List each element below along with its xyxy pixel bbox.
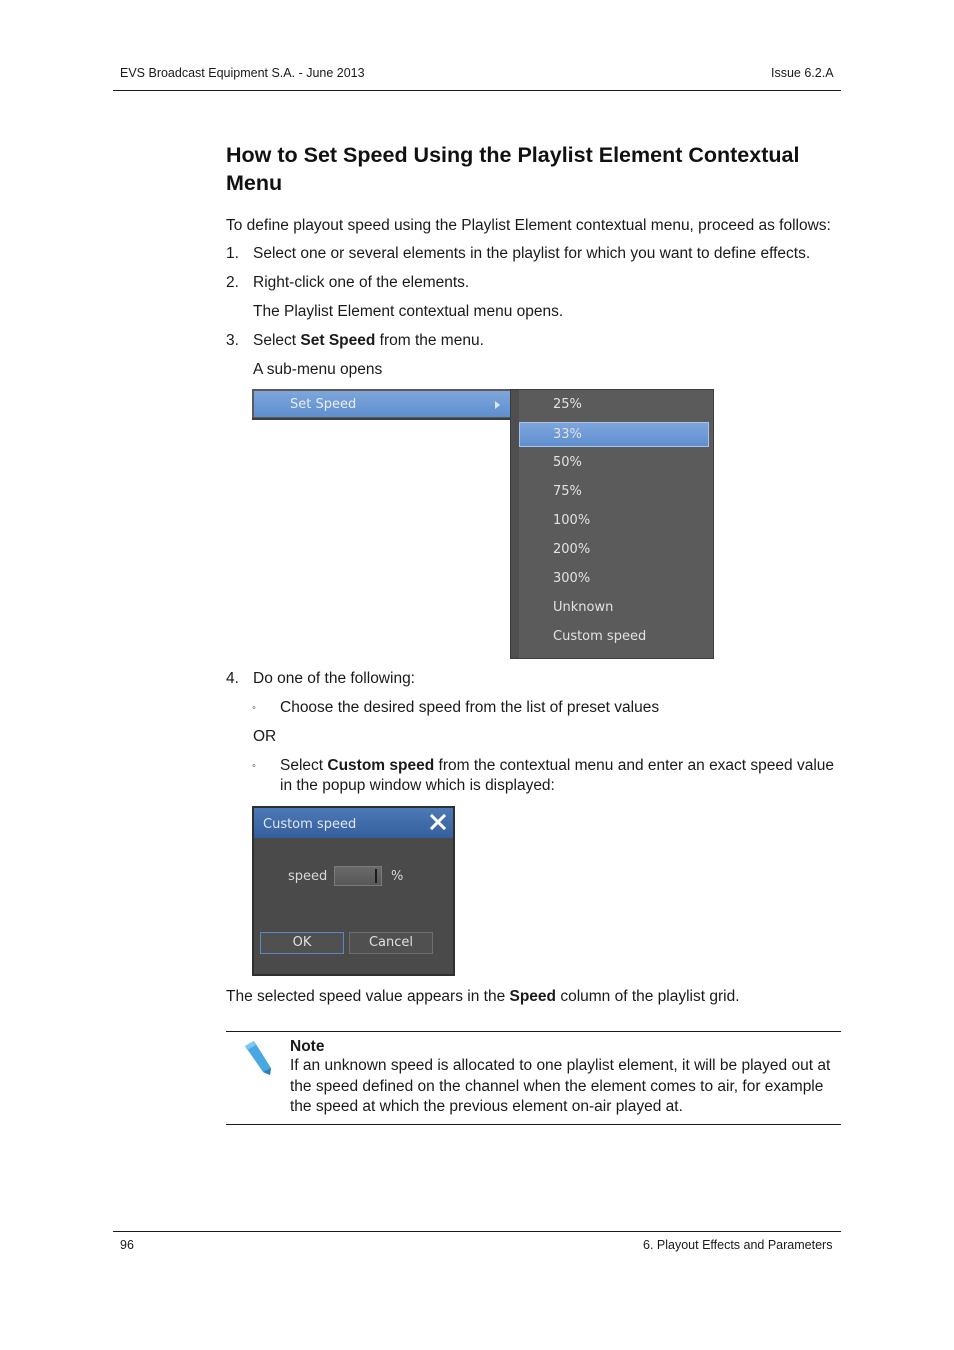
note-top-rule <box>226 1031 841 1032</box>
context-menu-main <box>252 389 512 420</box>
option-1-bullet: ◦ <box>252 702 256 714</box>
step-2-number: 2. <box>226 274 239 291</box>
speed-input[interactable] <box>334 866 382 886</box>
dialog-title-bar <box>254 808 453 838</box>
note-bottom-rule <box>226 1124 841 1125</box>
speed-option-label: Custom speed <box>553 629 647 644</box>
speed-option-label: 300% <box>553 571 591 586</box>
ok-button[interactable]: OK <box>260 932 344 954</box>
set-speed-menu-item[interactable] <box>254 391 510 417</box>
custom-speed-dialog <box>252 806 455 976</box>
close-icon[interactable] <box>429 813 447 831</box>
text-caret <box>375 869 377 883</box>
step-1-number: 1. <box>226 245 239 262</box>
option-2-text-line2: in the popup window which is displayed: <box>280 777 555 794</box>
header-rule <box>113 90 841 91</box>
speed-option-label: 33% <box>553 427 582 442</box>
speed-option-50[interactable] <box>519 450 709 475</box>
speed-option-label: 100% <box>553 513 591 528</box>
page-title: How to Set Speed Using the Playlist Element Contextual Menu <box>226 143 800 195</box>
header-right: Issue 6.2.A <box>771 66 834 80</box>
speed-option-200[interactable] <box>519 537 709 562</box>
speed-option-label: 75% <box>553 484 582 499</box>
option-2-text <box>280 756 834 776</box>
result-post: column of the playlist grid. <box>556 988 740 1005</box>
submenu-arrow-icon <box>495 401 500 409</box>
footer-section: 6. Playout Effects and Parameters <box>643 1238 833 1252</box>
speed-option-75[interactable] <box>519 479 709 504</box>
speed-submenu <box>510 389 714 659</box>
speed-option-label: 200% <box>553 542 591 557</box>
option-2-bold: Custom speed <box>327 757 435 774</box>
speed-option-custom[interactable] <box>519 624 709 649</box>
step-3-bold: Set Speed <box>300 332 376 349</box>
note-body <box>290 1056 835 1118</box>
step-2-text: Right-click one of the elements. <box>253 274 470 291</box>
step-2-result: The Playlist Element contextual menu opens. <box>253 303 564 320</box>
speed-option-label: 50% <box>553 455 582 470</box>
speed-option-100[interactable] <box>519 508 709 533</box>
step-3-result: A sub-menu opens <box>253 361 383 378</box>
speed-option-33[interactable] <box>519 422 709 447</box>
option-1-text: Choose the desired speed from the list of preset values <box>280 699 660 716</box>
note-line-3: the speed at which the previous element on-air played at. <box>290 1098 683 1115</box>
page-number: 96 <box>120 1238 134 1252</box>
step-3-number: 3. <box>226 332 239 349</box>
pencil-icon <box>240 1038 276 1078</box>
step-3-post: from the menu. <box>375 332 484 349</box>
note-title: Note <box>290 1038 325 1055</box>
dialog-title: Custom speed <box>263 817 357 832</box>
footer-rule <box>113 1231 841 1232</box>
option-2-post: from the contextual menu and enter an exact speed value <box>434 757 835 774</box>
result-bold: Speed <box>509 988 557 1005</box>
step-1-text: Select one or several elements in the playlist for which you want to define effects. <box>253 245 811 262</box>
cancel-button[interactable]: Cancel <box>349 932 433 954</box>
result-pre: The selected speed value appears in the <box>226 988 510 1005</box>
speed-option-label: 25% <box>553 397 582 412</box>
option-2-pre: Select <box>280 757 328 774</box>
step-3-text <box>253 331 484 351</box>
speed-field-label: speed <box>288 869 328 884</box>
submenu-gutter <box>511 390 519 658</box>
step-4-text: Do one of the following: <box>253 670 415 687</box>
intro-text: To define playout speed using the Playlist Element contextual menu, proceed as follows: <box>226 217 831 234</box>
speed-option-300[interactable] <box>519 566 709 591</box>
speed-option-label: Unknown <box>553 600 614 615</box>
note-line-1: If an unknown speed is allocated to one playlist element, it will be played out at <box>290 1057 831 1074</box>
option-2-bullet: ◦ <box>252 760 256 772</box>
step-4-number: 4. <box>226 670 239 687</box>
speed-option-unknown[interactable] <box>519 595 709 620</box>
header-left: EVS Broadcast Equipment S.A. - June 2013 <box>120 66 365 80</box>
speed-option-25[interactable] <box>519 392 709 417</box>
result-text <box>226 987 740 1007</box>
note-line-2: the speed defined on the channel when the element comes to air, for example <box>290 1077 824 1095</box>
step-3-pre: Select <box>253 332 301 349</box>
set-speed-label: Set Speed <box>290 397 357 412</box>
percent-unit: % <box>391 869 404 884</box>
or-text: OR <box>253 728 277 745</box>
